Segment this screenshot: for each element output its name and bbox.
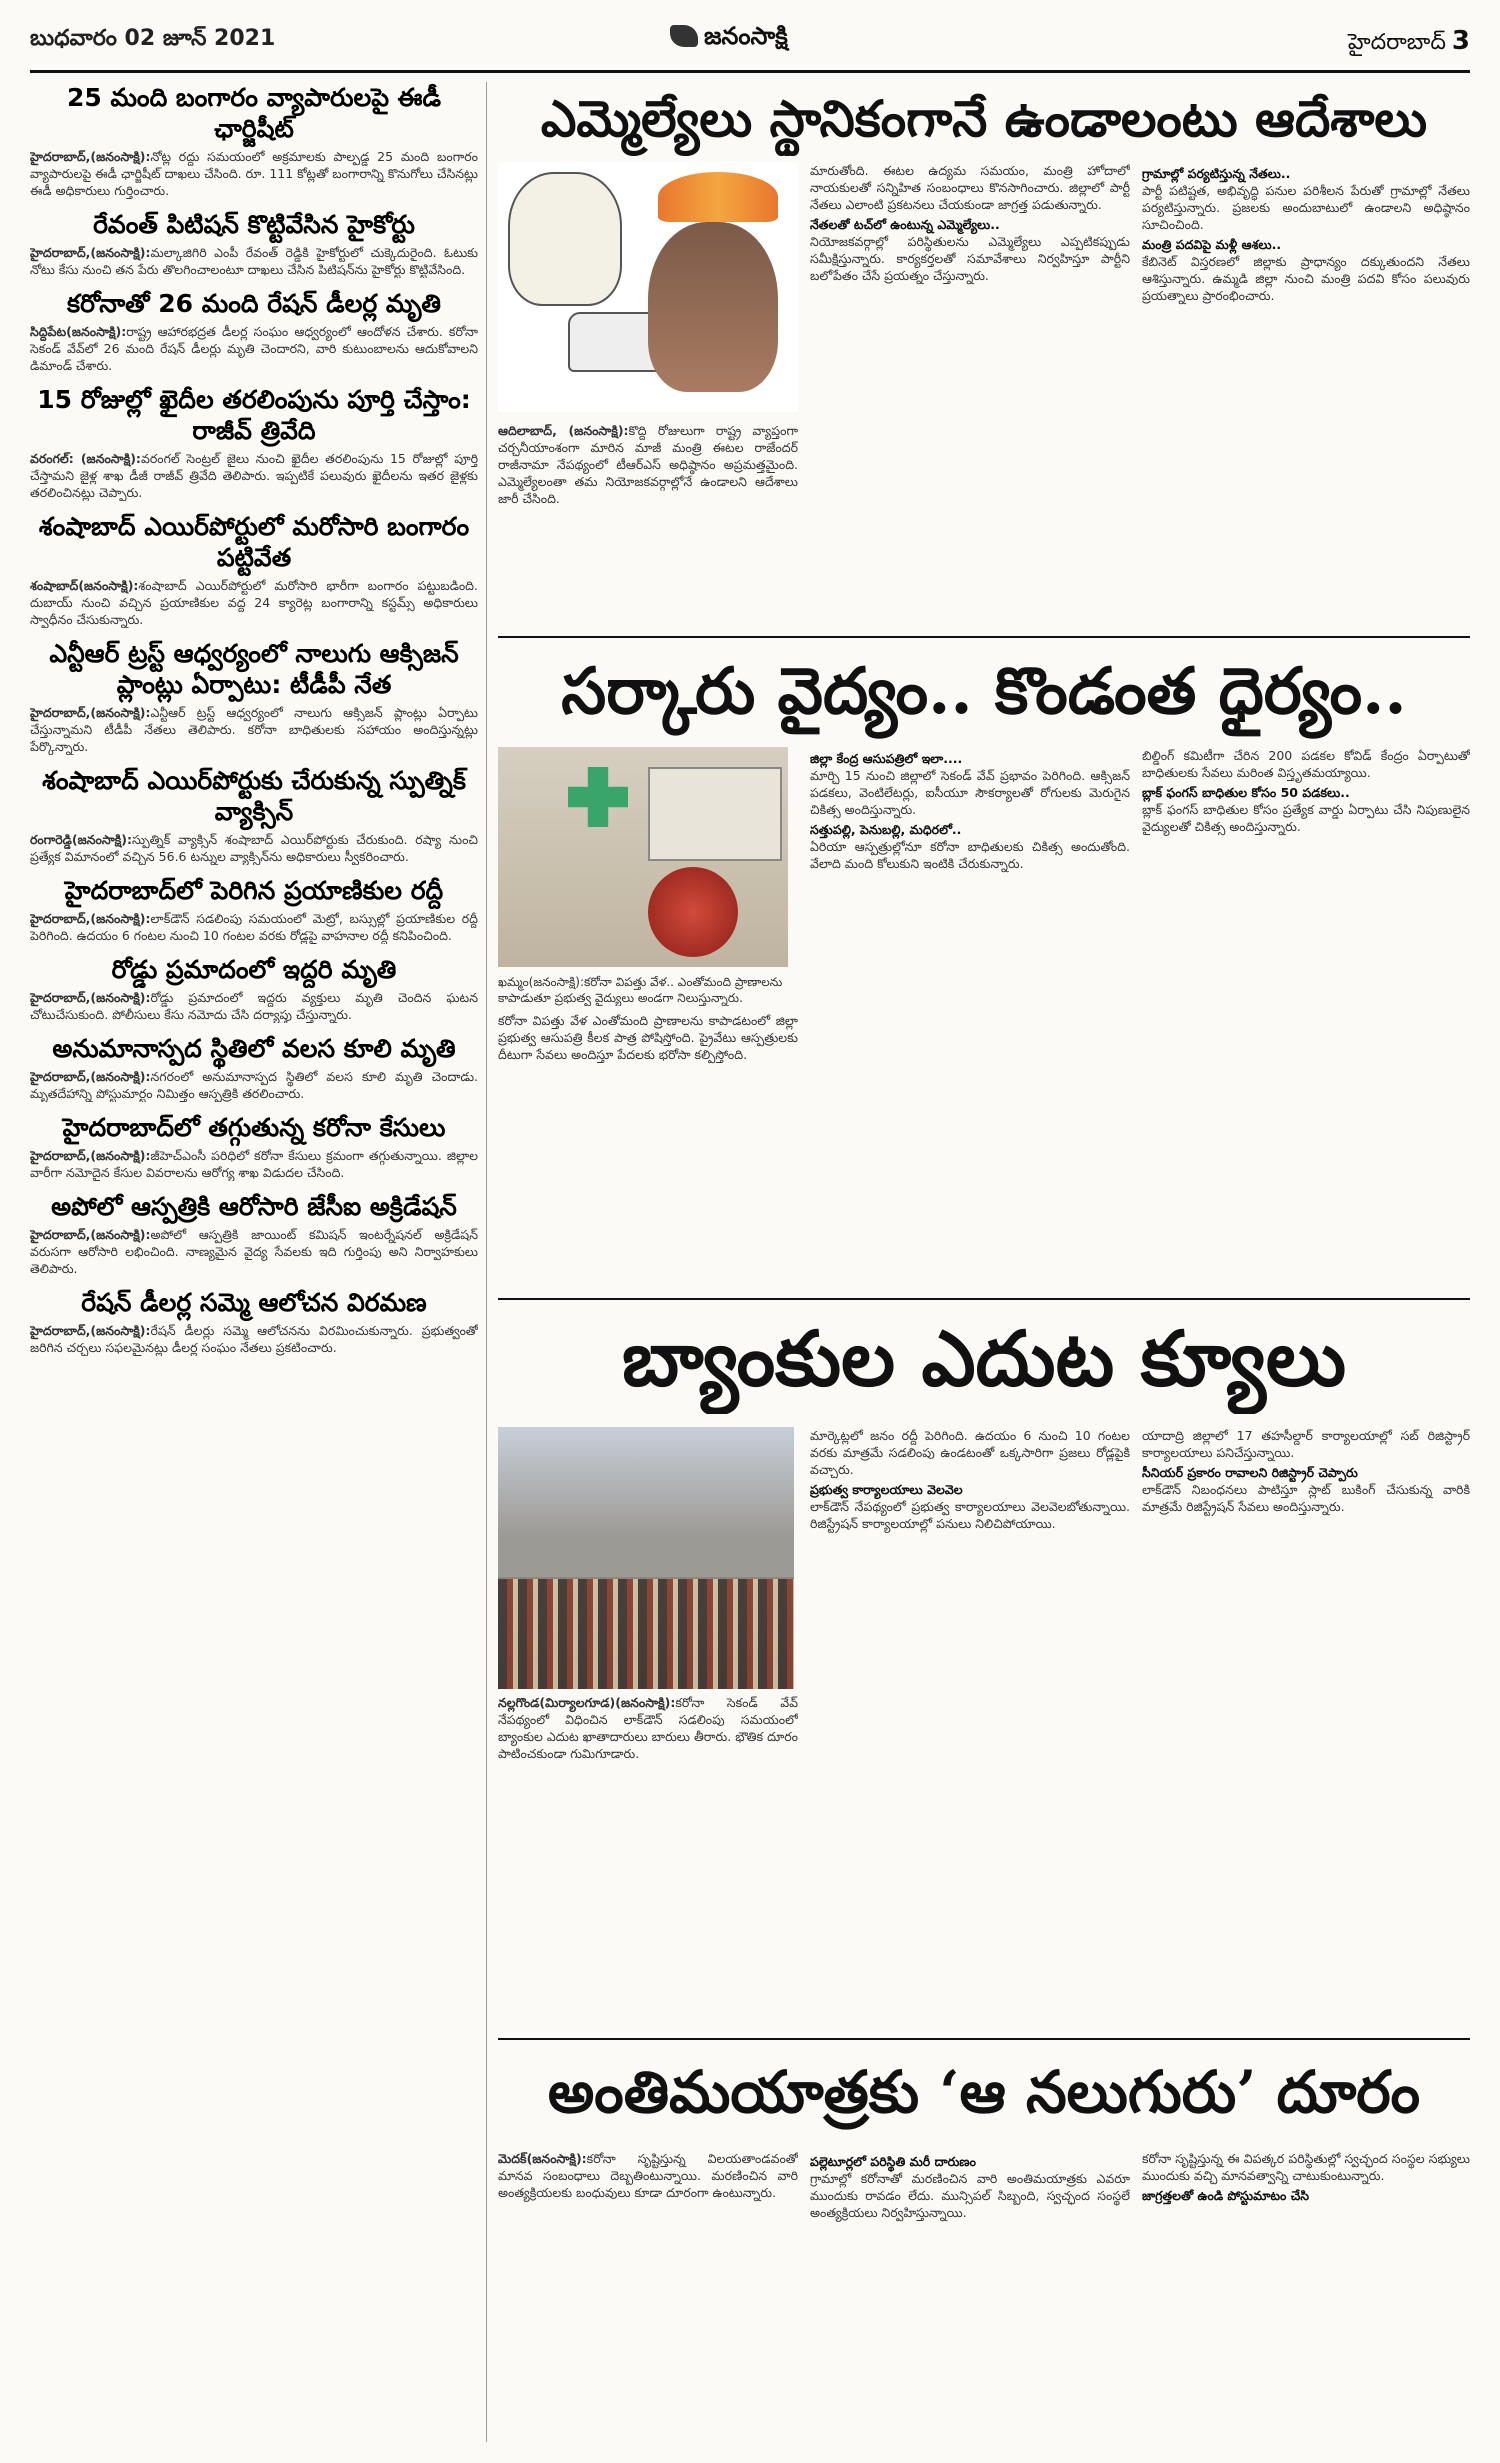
brief-body: హైదరాబాద్‌,(జనంసాక్షి):లాక్‌డౌన్‌ సడలింపు సమయంలో మెట్రో, బస్సుల్లో ప్రయాణికుల రద్దీ పెరిగింది. ఉదయం 6 గంటల నుంచి 10 గంటల వరకు రోడ్లపై వాహనాల రద్దీ కనిపించింది.	[30, 911, 478, 943]
brief-headline: శంషాబాద్‌ ఎయిర్‌పోర్టులో మరోసారి బంగారం పట్టివేత	[38, 512, 470, 572]
brief-headline: హైదరాబాద్‌లో పెరిగిన ప్రయాణికుల రద్దీ	[64, 876, 444, 905]
brief-body: హైదరాబాద్‌,(జనంసాక్షి):నోట్ల రద్దు సమయంలో అక్రమాలకు పాల్పడ్డ 25 మంది బంగారం వ్యాపారులపై ఈడీ ఛార్జిషీట్‌ దాఖలు చేసింది. రూ. 111 కోట్లతో బంగారాన్ని కొనుగోలు చేసినట్లు ఈడీ అధికారులు గుర్తించారు.	[30, 149, 478, 198]
hospital-photo	[498, 747, 788, 967]
funeral-headline: అంతిమయాత్రకు ‘ఆ నలుగురు’ దూరం	[547, 2058, 1421, 2126]
brief-body: శంషాబాద్‌(జనంసాక్షి):శంషాబాద్‌ ఎయిర్‌పోర్టులో మరోసారి భారీగా బంగారం పట్టుబడింది. దుబాయ్‌ నుంచి వచ్చిన ప్రయాణికుల వద్ద 24 క్యారెట్ల బంగారాన్ని కస్టమ్స్‌ అధికారులు స్వాధీనం చేసుకున్నారు.	[30, 578, 478, 627]
hospital-photo-caption: ఖమ్మం(జనంసాక్షి):కరోనా విపత్తు వేళ.. ఎంతోమంది ప్రాణాలను కాపాడుతూ ప్రభుత్వ వైద్యులు అండగా నిలుస్తున్నారు.	[498, 975, 783, 1005]
banks-headline: బ్యాంకుల ఎదుట క్యూలు	[622, 1314, 1346, 1403]
brief-headline: అపోలో ఆస్పత్రికి ఆరోసారి జేసీఐ అక్రిడేషన్‌	[51, 1192, 457, 1221]
crowd	[498, 1579, 794, 1689]
story2-subhead: బ్లాక్‌ ఫంగస్‌ బాధితుల కోసం 50 పడకలు..	[1142, 785, 1350, 800]
story4-column-2: పల్లెటూర్లలో పరిస్థితి మరీ దారుణం గ్రామాల్లో కరోనాతో మరణించిన వారి అంతిమయాత్రకు ఎవరూ ముందుకు రావడం లేదు. మున్సిపల్‌ సిబ్బంది, స్వచ్ఛంద సంస్థలే అంత్యక్రియలు నిర్వహిస్తున్నాయి.	[810, 2154, 1130, 2220]
news-brief	[30, 384, 478, 501]
story1-column-1: ఆదిలాబాద్‌, (జనంసాక్షి):కొద్ది రోజులుగా రాష్ట్ర వ్యాప్తంగా చర్చనీయాంశంగా మారిన మాజీ మంత్రి ఈటల రాజేందర్‌ రాజీనామా నేపథ్యంలో టీఆర్‌ఎస్‌ అధిష్ఠానం అప్రమత్తమైంది. ఎమ్మెల్యేలంతా తమ నియోజకవర్గాల్లోనే ఉండాలని ఆదేశాలు జారీ చేసింది.	[498, 423, 798, 506]
brief-headline: రోడ్డు ప్రమాదంలో ఇద్దరి మృతి	[111, 955, 397, 984]
story1-subhead: నేతలతో టచ్‌లో ఉంటున్న ఎమ్మెల్యేలు..	[810, 217, 1000, 232]
lead-headline: ఎమ్మెల్యేలు స్థానికంగానే ఉండాలంటు ఆదేశాలు	[540, 89, 1428, 148]
brief-body: హైదరాబాద్‌,(జనంసాక్షి):నగరంలో అనుమానాస్పద స్థితిలో వలస కూలి మృతి చెందాడు. మృతదేహాన్ని పోస్టుమార్టం నిమిత్తం ఆస్పత్రికి తరలించారు.	[30, 1069, 478, 1101]
story1-column-2: మారుతోంది. ఈటల ఉద్యమ సమయం, మంత్రి హోదాలో నాయకులతో సన్నిహిత సంబంధాలు కొనసాగించారు. జిల్లాలో పార్టీ నేతలు ఎలాంటి ప్రకటనలు చేయకుండా జాగ్రత్త పడుతున్నారు. నేతలతో టచ్‌లో ఉంటున్న ఎమ్మెల్యేలు.. నియోజకవర్గాల్లో పరిస్థితులను ఎమ్మెల్యేలు ఎప్పటికప్పుడు సమీక్షిస్తున్నారు. కార్యకర్తలతో సమావేశాలు నిర్వహిస్తూ పార్టీని బలోపేతం చేసే ప్రయత్నం చేస్తున్నారు.	[810, 163, 1130, 283]
newspaper-name: జనంసాక్షి	[704, 22, 788, 50]
story3-column-2: మార్కెట్లలో జనం రద్దీ పెరిగింది. ఉదయం 6 నుంచి 10 గంటల వరకు మాత్రమే సడలింపు ఉండటంతో ఒక్కసారిగా ప్రజలు రోడ్లపైకి వచ్చారు. ప్రభుత్వ కార్యాలయాలు వెలవెల లాక్‌డౌన్‌ నేపథ్యంలో ప్రభుత్వ కార్యాలయాలు వెలవెలబోతున్నాయి. రిజిస్ట్రేషన్‌ కార్యాలయాల్లో పనులు నిలిచిపోయాయి.	[810, 1428, 1130, 1531]
brief-body: రంగారెడ్డి(జనంసాక్షి):స్పుత్నిక్‌ వ్యాక్సిన్‌ శంషాబాద్‌ ఎయిర్‌పోర్టుకు చేరుకుంది. రష్యా నుంచి ప్రత్యేక విమానంలో వచ్చిన 56.6 టన్నుల వ్యాక్సిన్‌ను అధికారులు స్వీకరించారు.	[30, 832, 478, 864]
page-number: 3	[1451, 26, 1470, 56]
brief-body: హైదరాబాద్‌,(జనంసాక్షి):రోడ్డు ప్రమాదంలో ఇద్దరు వ్యక్తులు మృతి చెందిన ఘటన చోటుచేసుకుంది. పోలీసులు కేసు నమోదు చేసి దర్యాప్తు చేస్తున్నారు.	[30, 990, 478, 1022]
brief-body: హైదరాబాద్‌,(జనంసాక్షి):మల్కాజిగిరి ఎంపీ రేవంత్‌ రెడ్డికి హైకోర్టులో చుక్కెదురైంది. ఓటుకు నోటు కేసు నుంచి తన పేరు తొలగించాలంటూ దాఖలు చేసిన పిటిషన్‌ను హైకోర్టు కొట్టివేసింది.	[30, 245, 478, 277]
logo-icon	[670, 25, 698, 47]
news-brief	[30, 875, 478, 944]
left-news-column	[30, 82, 487, 2442]
brief-headline: కరోనాతో 26 మంది రేషన్‌ డీలర్ల మృతి	[67, 289, 441, 318]
news-brief	[30, 954, 478, 1023]
story4-subhead: పల్లెటూర్లలో పరిస్థితి మరీ దారుణం	[810, 2154, 976, 2169]
brief-body: హైదరాబాద్‌,(జనంసాక్షి):జీహెచ్‌ఎంసీ పరిధిలో కరోనా కేసులు క్రమంగా తగ్గుతున్నాయి. జిల్లాల వారీగా నమోదైన కేసుల వివరాలను ఆరోగ్య శాఖ విడుదల చేసింది.	[30, 1148, 478, 1180]
brief-headline: హైదరాబాద్‌లో తగ్గుతున్న కరోనా కేసులు	[62, 1113, 446, 1142]
story3-column-3: యాదాద్రి జిల్లాలో 17 తహసీల్దార్‌ కార్యాలయాల్లో సబ్‌ రిజిస్ట్రార్‌ కార్యాలయాలు పనిచేస్తున్నాయి. సీనియర్‌ ప్రకారం రావాలని రిజిస్ట్రార్‌ చెప్పారు లాక్‌డౌన్‌ నిబంధనలు పాటిస్తూ స్లాట్‌ బుకింగ్‌ చేసుకున్న వారికి మాత్రమే రిజిస్ట్రేషన్‌ సేవలు అందిస్తున్నారు.	[1142, 1428, 1470, 1514]
brief-headline: అనుమానాస్పద స్థితిలో వలస కూలి మృతి	[52, 1034, 456, 1063]
brief-body: వరంగల్‌: (జనంసాక్షి):వరంగల్‌ సెంట్రల్‌ జైలు నుంచి ఖైదీల తరలింపును 15 రోజుల్లో పూర్తి చేస్తామని జైళ్ల శాఖ డీజీ రాజీవ్‌ త్రివేది తెలిపారు. ఇప్పటికే పలువురు ఖైదీలను ఇతర జైళ్లకు తరలించినట్లు చెప్పారు.	[30, 451, 478, 500]
politician-portrait	[648, 222, 778, 392]
news-brief	[30, 511, 478, 628]
brief-body: సిద్దిపేట(జనంసాక్షి):రాష్ట్ర ఆహారభద్రత డీలర్ల సంఘం ఆధ్వర్యంలో ఆందోళన చేశారు. కరోనా సెకండ్‌ వేవ్‌లో 26 మంది రేషన్‌ డీలర్లు మృతి చెందారని, వారి కుటుంబాలను ఆదుకోవాలని డిమాండ్‌ చేశారు.	[30, 324, 478, 373]
brief-headline: రేషన్‌ డీలర్ల సమ్మె ఆలోచన విరమణ	[81, 1288, 427, 1317]
news-brief	[30, 209, 478, 278]
medical-cross-icon	[568, 767, 628, 827]
news-brief	[30, 1033, 478, 1102]
news-brief	[30, 765, 478, 865]
story2-subhead: జిల్లా కేంద్ర ఆసుపత్రిలో ఇలా....	[810, 751, 963, 766]
story1-subhead: మంత్రి పదవిపై మళ్లీ ఆశలు..	[1142, 237, 1282, 252]
story3-subhead: ప్రభుత్వ కార్యాలయాలు వెలవెల	[810, 1482, 963, 1497]
story4-column-3: కరోనా సృష్టిస్తున్న ఈ విపత్కర పరిస్థితుల్లో స్వచ్ఛంద సంస్థల సభ్యులు ముందుకు వచ్చి మానవత్వాన్ని చాటుకుంటున్నారు. జాగ్రత్తలతో ఉండి పోస్టుమాటం చేసి	[1142, 2151, 1470, 2203]
news-brief	[30, 1112, 478, 1181]
brief-headline: శంషాబాద్‌ ఎయిర్‌పోర్టుకు చేరుకున్న స్పుత్నిక్‌ వ్యాక్సిన్‌	[42, 766, 466, 826]
section-divider	[498, 636, 1470, 638]
edition-city: హైదరాబాద్ 3	[1347, 26, 1470, 56]
news-brief	[30, 288, 478, 374]
road	[498, 1537, 794, 1577]
issue-date: బుధవారం 02 జూన్ 2021	[30, 26, 276, 51]
newspaper-logo	[670, 22, 788, 56]
story4-column-1: మెదక్‌(జనంసాక్షి):కరోనా సృష్టిస్తున్న విలయతాండవంతో మానవ సంబంధాలు దెబ్బతింటున్నాయి. మరణించిన వారి అంత్యక్రియలకు బంధువులు కూడా దూరంగా ఉంటున్నారు.	[498, 2151, 798, 2200]
story1-column-3: గ్రామాల్లో పర్యటిస్తున్న నేతలు.. పార్టీ పటిష్టత, అభివృద్ధి పనుల పరిశీలన పేరుతో గ్రామాల్లో నేతలు పర్యటిస్తున్నారు. ప్రజలకు అందుబాటులో ఉండాలని అధిష్ఠానం సూచించింది. మంత్రి పదవిపై మళ్లీ ఆశలు.. కేబినెట్‌ విస్తరణలో జిల్లాకు ప్రాధాన్యం దక్కుతుందని నేతలు ఆశిస్తున్నారు. ఉమ్మడి జిల్లా నుంచి మంత్రి పదవి కోసం పలువురు ప్రయత్నాలు ప్రారంభించారు.	[1142, 166, 1470, 303]
cartoon-figure-icon	[508, 172, 622, 306]
bank-queue-photo	[498, 1427, 794, 1689]
story3-column-1: నల్లగొండ(మిర్యాలగూడ)(జనంసాక్షి):కరోనా సెకండ్‌ వేవ్‌ నేపథ్యంలో విధించిన లాక్‌డౌన్‌ సడలింపు సమయంలో బ్యాంకుల ఎదుట ఖాతాదారులు బారులు తీరారు. భౌతిక దూరం పాటించకుండా గుమిగూడారు.	[498, 1695, 798, 1761]
brief-body: హైదరాబాద్‌,(జనంసాక్షి):అపోలో ఆస్పత్రికి జాయింట్‌ కమిషన్‌ ఇంటర్నేషనల్‌ అక్రిడేషన్‌ వరుసగా ఆరోసారి లభించింది. నాణ్యమైన వైద్య సేవలకు ఇది గుర్తింపు అని నిర్వాహకులు తెలిపారు.	[30, 1227, 478, 1276]
news-brief	[30, 638, 478, 755]
section-divider	[498, 1298, 1470, 1300]
story2-column-1: కరోనా విపత్తు వేళ ఎంతోమంది ప్రాణాలను కాపాడటంలో జిల్లా ప్రభుత్వ ఆసుపత్రి కీలక పాత్ర పోషిస్తోంది. ప్రైవేటు ఆస్పత్రులకు దీటుగా సేవలు అందిస్తూ పేదలకు భరోసా కల్పిస్తోంది.	[498, 1013, 798, 1062]
story2-subhead: సత్తుపల్లి, పెనుబల్లి, మధిరలో..	[810, 822, 962, 837]
brief-headline: 25 మంది బంగారం వ్యాపారులపై ఈడీ ఛార్జిషీట్	[66, 83, 442, 143]
lotus-symbol-icon	[658, 172, 778, 222]
news-brief	[30, 1191, 478, 1277]
brief-headline: ఎన్టీఆర్‌ ట్రస్ట్‌ ఆధ్వర్యంలో నాలుగు ఆక్సిజన్‌ ప్లాంట్లు ఏర్పాటు: టీడీపీ నేత	[49, 639, 459, 699]
section-divider	[498, 2038, 1470, 2040]
news-brief	[30, 1287, 478, 1356]
story1-subhead: గ్రామాల్లో పర్యటిస్తున్న నేతలు..	[1142, 166, 1291, 181]
story2-column-2: జిల్లా కేంద్ర ఆసుపత్రిలో ఇలా.... మార్చి 15 నుంచి జిల్లాలో సెకండ్‌ వేవ్‌ ప్రభావం పెరిగింది. ఆక్సిజన్‌ పడకలు, వెంటిలేటర్లు, ఐసీయూ సౌకర్యాలతో రోగులకు మెరుగైన చికిత్స అందిస్తున్నారు. సత్తుపల్లి, పెనుబల్లి, మధిరలో.. ఏరియా ఆస్పత్రుల్లోనూ కరోనా బాధితులకు చికిత్స అందుతోంది. వేలాది మంది కోలుకుని ఇంటికి చేరుకున్నారు.	[810, 751, 1130, 871]
story4-subhead: జాగ్రత్తలతో ఉండి పోస్టుమాటం చేసి	[1142, 2188, 1309, 2203]
story3-subhead: సీనియర్‌ ప్రకారం రావాలని రిజిస్ట్రార్‌ చెప్పారు	[1142, 1465, 1358, 1480]
brief-headline: రేవంత్‌ పిటిషన్‌ కొట్టివేసిన హైకోర్టు	[93, 210, 415, 239]
hospital-building	[648, 767, 782, 861]
story2-column-3: బిల్డింగ్‌ కమిటీగా చేరిన 200 పడకల కోవిడ్‌ కేంద్రం ఏర్పాటుతో బాధితులకు సేవలు మరింత విస్తృతమయ్యాయి. బ్లాక్‌ ఫంగస్‌ బాధితుల కోసం 50 పడకలు.. బ్లాక్‌ ఫంగస్‌ బాధితుల కోసం ప్రత్యేక వార్డు ఏర్పాటు చేసి నిపుణులైన వైద్యులతో చికిత్స అందిస్తున్నారు.	[1142, 748, 1470, 834]
news-brief	[30, 82, 478, 199]
brief-headline: 15 రోజుల్లో ఖైదీల తరలింపును పూర్తి చేస్తాం: రాజీవ్‌ త్రివేది	[37, 385, 471, 445]
brief-body: హైదరాబాద్‌,(జనంసాక్షి):ఎన్టీఆర్‌ ట్రస్ట్‌ ఆధ్వర్యంలో నాలుగు ఆక్సిజన్‌ ప్లాంట్లు ఏర్పాటు చేస్తున్నామని టీడీపీ నేతలు తెలిపారు. కరోనా బాధితులకు సహాయం అందిస్తున్నట్లు పేర్కొన్నారు.	[30, 705, 478, 754]
virus-icon	[648, 867, 738, 957]
health-headline: సర్కారు వైద్యం.. కొండంత ధైర్యం..	[561, 654, 1407, 729]
masthead	[30, 22, 1470, 73]
brief-body: హైదరాబాద్‌,(జనంసాక్షి):రేషన్‌ డీలర్లు సమ్మె ఆలోచనను విరమించుకున్నారు. ప్రభుత్వంతో జరిగిన చర్చలు సఫలమైనట్లు డీలర్ల సంఘం నేతలు ప్రకటించారు.	[30, 1323, 478, 1355]
lead-photo-collage	[498, 162, 798, 412]
